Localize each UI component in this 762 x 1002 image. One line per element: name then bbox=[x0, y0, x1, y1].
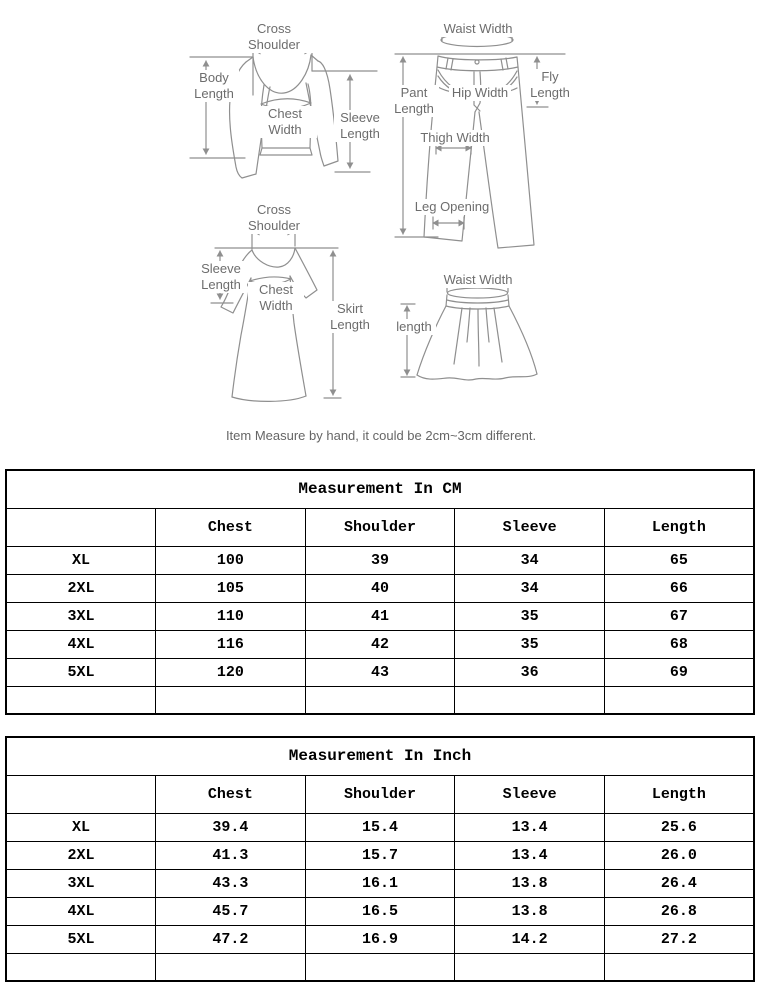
table-header-row bbox=[6, 775, 754, 813]
measurement-cell: 26.4 bbox=[604, 869, 754, 897]
size-cell: 3XL bbox=[6, 869, 156, 897]
column-header: Length bbox=[604, 775, 754, 813]
table-row bbox=[6, 546, 754, 574]
table-row bbox=[6, 658, 754, 686]
label-pant-length: Pant Length bbox=[389, 85, 439, 117]
size-cell: 4XL bbox=[6, 630, 156, 658]
skirt-measurement-arrows bbox=[401, 304, 415, 377]
label-chest-width-top: Chest Width bbox=[253, 106, 317, 138]
measurement-cell: 16.5 bbox=[305, 897, 455, 925]
measurement-cell: 26.0 bbox=[604, 841, 754, 869]
measurement-cell: 26.8 bbox=[604, 897, 754, 925]
table-row bbox=[6, 813, 754, 841]
label-chest-width-dress: Chest Width bbox=[248, 282, 304, 314]
table-row bbox=[6, 897, 754, 925]
label-cross-shoulder-dress: Cross Shoulder bbox=[233, 202, 315, 234]
label-thigh-width: Thigh Width bbox=[420, 130, 490, 145]
measurement-cell: 100 bbox=[156, 546, 306, 574]
table-title: Measurement In CM bbox=[6, 470, 754, 508]
column-header: Shoulder bbox=[305, 508, 455, 546]
measurement-cell: 43.3 bbox=[156, 869, 306, 897]
measurement-table-cm bbox=[5, 469, 755, 715]
measurement-cell bbox=[156, 686, 306, 714]
measurement-cell: 34 bbox=[455, 546, 605, 574]
measurement-cell bbox=[455, 686, 605, 714]
label-sleeve-length-dress: Sleeve Length bbox=[195, 261, 247, 293]
measurement-cell: 41 bbox=[305, 602, 455, 630]
column-header: Sleeve bbox=[455, 508, 605, 546]
measurement-cell: 13.8 bbox=[455, 869, 605, 897]
size-cell: 2XL bbox=[6, 574, 156, 602]
measurement-cell: 105 bbox=[156, 574, 306, 602]
table-title-row bbox=[6, 470, 754, 508]
measurement-cell: 120 bbox=[156, 658, 306, 686]
measurement-cell: 67 bbox=[604, 602, 754, 630]
label-fly-length: Fly Length bbox=[526, 69, 574, 101]
measurement-cell: 13.4 bbox=[455, 813, 605, 841]
measurement-cell: 41.3 bbox=[156, 841, 306, 869]
label-leg-opening: Leg Opening bbox=[414, 199, 490, 214]
table-header-row bbox=[6, 508, 754, 546]
label-waist-width-skirt: Waist Width bbox=[437, 272, 519, 288]
column-header: Chest bbox=[156, 508, 306, 546]
column-header: Shoulder bbox=[305, 775, 455, 813]
measurement-cell: 39.4 bbox=[156, 813, 306, 841]
measurement-cell: 68 bbox=[604, 630, 754, 658]
size-cell bbox=[6, 953, 156, 981]
label-hip-width: Hip Width bbox=[449, 85, 511, 101]
measurement-cell bbox=[604, 686, 754, 714]
measurement-cell: 16.9 bbox=[305, 925, 455, 953]
size-cell: 5XL bbox=[6, 925, 156, 953]
size-cell: XL bbox=[6, 546, 156, 574]
label-length-skirt: length bbox=[392, 319, 436, 335]
label-cross-shoulder-top: Cross Shoulder bbox=[233, 21, 315, 53]
column-header bbox=[6, 508, 156, 546]
measurement-cell bbox=[156, 953, 306, 981]
table-row bbox=[6, 602, 754, 630]
table-title: Measurement In Inch bbox=[6, 737, 754, 775]
hand-measure-note: Item Measure by hand, it could be 2cm~3cm different. bbox=[225, 428, 537, 443]
table-row bbox=[6, 574, 754, 602]
measurement-cell: 45.7 bbox=[156, 897, 306, 925]
measurement-cell: 15.7 bbox=[305, 841, 455, 869]
measurement-cell: 65 bbox=[604, 546, 754, 574]
measurement-cell: 16.1 bbox=[305, 869, 455, 897]
measurement-cell: 116 bbox=[156, 630, 306, 658]
measurement-cell: 43 bbox=[305, 658, 455, 686]
measurement-cell: 25.6 bbox=[604, 813, 754, 841]
column-header: Length bbox=[604, 508, 754, 546]
label-sleeve-length-top: Sleeve Length bbox=[334, 110, 386, 142]
measurement-cell: 47.2 bbox=[156, 925, 306, 953]
measurement-cell: 13.4 bbox=[455, 841, 605, 869]
table-title-row bbox=[6, 737, 754, 775]
measurement-cell: 110 bbox=[156, 602, 306, 630]
column-header bbox=[6, 775, 156, 813]
label-skirt-length: Skirt Length bbox=[324, 301, 376, 333]
measurement-cell: 39 bbox=[305, 546, 455, 574]
measurement-cell: 34 bbox=[455, 574, 605, 602]
column-header: Chest bbox=[156, 775, 306, 813]
measurement-cell: 66 bbox=[604, 574, 754, 602]
measurement-cell: 35 bbox=[455, 602, 605, 630]
measurement-cell: 35 bbox=[455, 630, 605, 658]
size-cell: XL bbox=[6, 813, 156, 841]
table-row bbox=[6, 925, 754, 953]
measurement-table-inch bbox=[5, 736, 755, 982]
size-cell: 3XL bbox=[6, 602, 156, 630]
size-cell: 5XL bbox=[6, 658, 156, 686]
column-header: Sleeve bbox=[455, 775, 605, 813]
table-row bbox=[6, 686, 754, 714]
measurement-cell: 42 bbox=[305, 630, 455, 658]
label-body-length: Body Length bbox=[189, 70, 239, 102]
measurement-cell: 40 bbox=[305, 574, 455, 602]
measurement-cell bbox=[604, 953, 754, 981]
measurement-cell bbox=[305, 686, 455, 714]
measurement-cell bbox=[455, 953, 605, 981]
size-cell bbox=[6, 686, 156, 714]
measurement-cell: 36 bbox=[455, 658, 605, 686]
table-row bbox=[6, 841, 754, 869]
measurement-cell: 15.4 bbox=[305, 813, 455, 841]
size-cell: 4XL bbox=[6, 897, 156, 925]
table-row bbox=[6, 869, 754, 897]
label-waist-width-pants: Waist Width bbox=[437, 21, 519, 37]
measurement-cell: 13.8 bbox=[455, 897, 605, 925]
measurement-cell: 69 bbox=[604, 658, 754, 686]
measurement-cell: 14.2 bbox=[455, 925, 605, 953]
table-row bbox=[6, 630, 754, 658]
measurement-cell: 27.2 bbox=[604, 925, 754, 953]
table-row bbox=[6, 953, 754, 981]
size-cell: 2XL bbox=[6, 841, 156, 869]
measurement-cell bbox=[305, 953, 455, 981]
